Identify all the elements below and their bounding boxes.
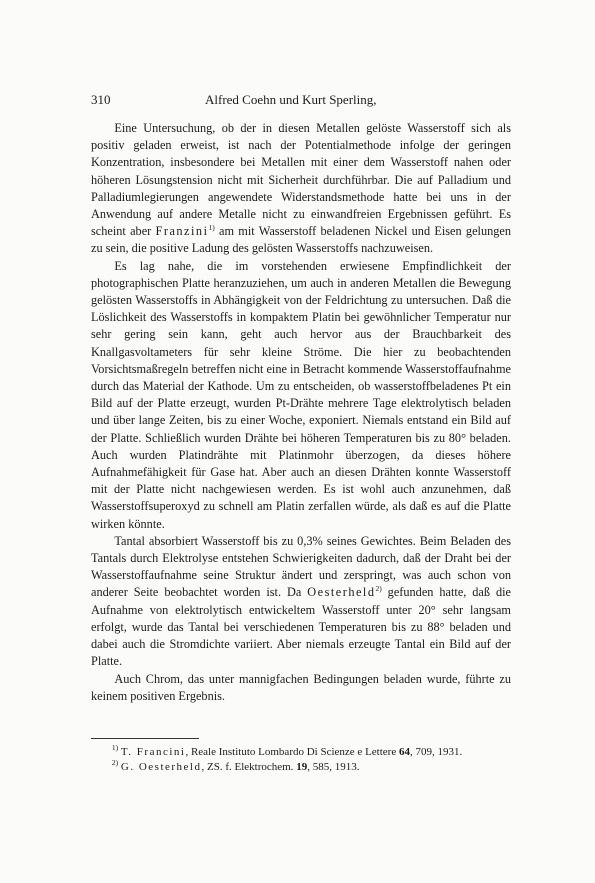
paragraph-1	[91, 120, 511, 258]
author-name-oesterheld: Oesterheld	[307, 585, 376, 600]
footnote-text: , 709, 1931.	[409, 746, 463, 758]
paragraph-1-text-b: am mit Wasserstoff beladenen Nickel und Eisen gelungen zu sein, die positive Ladung des gelösten Wasserstoffs nachzuweisen.	[91, 224, 511, 256]
footnotes	[91, 745, 511, 774]
footnote-1	[91, 745, 511, 760]
footnote-volume: 19	[296, 760, 308, 773]
paragraph-4: Auch Chrom, das unter mannigfachen Bedingungen beladen wurde, führte zu keinem positiven Ergebnis.	[91, 671, 511, 703]
footnote-marker: 2)	[111, 757, 119, 767]
footnote-author: G. Oesterheld	[120, 760, 202, 773]
footnote-divider	[91, 738, 199, 739]
paragraph-2: Es lag nahe, die im vorstehenden erwiesene Empfindlichkeit der photographischen Platte heranzuziehen, um auch in anderen Metallen die Bewegung gelösten Wasserstoffs in Abhängigkeit von der Feldrichtung zu untersuchen. Daß die Löslichkeit des Wasserstoffs in kompaktem Platin bei gewöhnlicher Temperatur nur sehr gering sein kann, geht auch hervor aus der Brauchbarkeit des Knallgasvoltameters für sehr kleine Ströme. Die hier zu beobachtenden Vorsichtsmaßregeln betreffen nicht eine in Betracht kommende Wasserstoffaufnahme durch das Material der Kathode. Um zu entscheiden, ob wasserstoffbeladenes Pt ein Bild auf der Platte erzeugt, wurden Pt-Drähte mehrere Tage elektrolytisch beladen und über lange Zeiten, bis zu einer Woche, exponiert. Niemals entstand ein Bild auf der Platte. Schließlich wurden Drähte bei höheren Temperaturen bis zu 80° beladen. Auch wurden Platindrähte mit Platinmohr überzogen, da dieses höhere Aufnahmefähigkeit für Gase hat. Aber auch an diesen Drähten konnte Wasserstoff mit der Platte nicht nachgewiesen werden. Es ist wohl auch anzunehmen, daß Wasserstoffsuperoxyd zu schnell am Platin zerfallen würde, als daß es auf die Platte wirken könnte.	[91, 258, 511, 531]
paragraph-3-text-a: Tantal absorbiert Wasserstoff bis zu 0,3% seines Gewichtes. Beim Beladen des Tantals durch Elektrolyse entstehen Schwierigkeiten dadurch, daß der Draht bei der Wasserstoffaufnahme seine Struktur ändert und zerspringt, was auch schon von anderer Seite beobachtet worden ist. Da	[91, 533, 511, 600]
footnote-ref-1[interactable]: 1)	[208, 223, 215, 233]
footnote-text: , ZS. f. Elektrochem.	[201, 760, 297, 773]
footnote-text: , Reale Instituto Lombardo Di Scienze e Lettere	[185, 746, 399, 758]
paragraph-3	[91, 533, 511, 671]
page-header	[91, 92, 511, 108]
footnote-author: T. Francini	[120, 746, 186, 758]
running-head: Alfred Coehn und Kurt Sperling,	[205, 92, 377, 107]
footnote-volume: 64	[398, 746, 410, 758]
footnote-2	[91, 757, 511, 775]
footnote-marker: 1)	[111, 743, 119, 752]
page-number: 310	[91, 92, 111, 107]
paragraph-1-text-a: Eine Untersuchung, ob der in diesen Metallen gelöste Wasserstoff sich als positiv geladen erweist, ist nach der Potentialmethode infolge der geringen Konzentration, insbesondere bei Metallen mit einer dem Wasserstoff nahen oder höheren Lösungstension nicht mit Sicherheit durchführbar. Die auf Palladium und Palladiumlegierungen angewendete Widerstandsmethode hatte bei uns in der Anwendung auf andere Metalle nicht zu einwandfreien Ergebnissen geführt. Es scheint aber	[91, 121, 511, 239]
author-name-franzini: Franzini	[155, 224, 209, 239]
paragraph-3-text-b: gefunden hatte, daß die Aufnahme von elektrolytisch entwickeltem Wasserstoff unter 20° sehr langsam erfolgt, wurde das Tantal bei verschiedenen Temperaturen bis zu 88° beladen und dabei auch die Stromdichte variiert. Aber niemals erzeugte Tantal ein Bild auf der Platte.	[91, 585, 511, 669]
footnote-text: , 585, 1913.	[307, 760, 360, 773]
footnote-ref-2[interactable]: 2)	[375, 584, 382, 594]
body-text	[91, 120, 511, 705]
